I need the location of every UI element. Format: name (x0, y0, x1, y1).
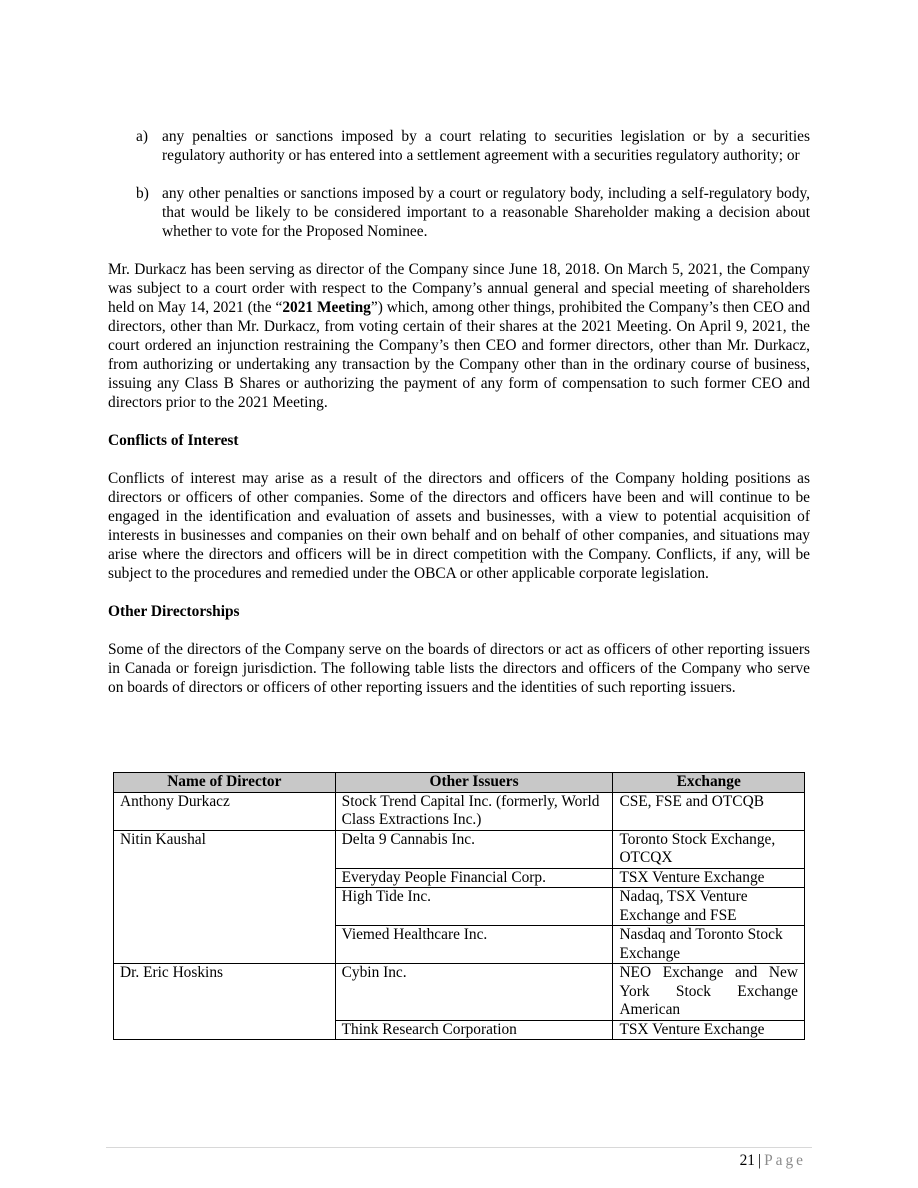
director-name-cell: Nitin Kaushal (114, 830, 336, 964)
footer-divider (106, 1147, 812, 1148)
conflicts-heading: Conflicts of Interest (108, 432, 239, 449)
issuer-cell: Delta 9 Cannabis Inc. (335, 830, 613, 868)
table-header-row (114, 773, 805, 793)
exchange-cell: TSX Venture Exchange (613, 868, 805, 888)
issuer-cell: Cybin Inc. (335, 964, 613, 1021)
table-row (114, 792, 805, 830)
exchange-cell: Nasdaq and Toronto Stock Exchange (613, 926, 805, 964)
page-footer (740, 1151, 806, 1170)
list-item-a (108, 127, 810, 165)
directorships-paragraph: Some of the directors of the Company serve on the boards of directors or act as officers of other reporting issuers in Canada or foreign jurisdiction. The following table lists the directors and officers of the Company who serve on boards of directors or officers of other reporting issuers and the identities of such reporting issuers. (108, 641, 810, 696)
list-marker-b: b) (136, 185, 149, 202)
issuer-cell: Viemed Healthcare Inc. (335, 926, 613, 964)
list-text-a: any penalties or sanctions imposed by a court relating to securities legislation or by a securities regulatory authority or has entered into a settlement agreement with a securities regulatory authority; or (162, 128, 810, 164)
header-name-of-director: Name of Director (114, 773, 336, 793)
directorships-table (113, 772, 805, 1040)
exchange-cell: TSX Venture Exchange (613, 1020, 805, 1040)
header-other-issuers: Other Issuers (335, 773, 613, 793)
durkacz-text-after: ”) which, among other things, prohibited the Company’s then CEO and directors, other than Mr. Durkacz, from voting certain of their shares at the 2021 Meeting. On April 9, 2021, the court ordered an injunction restraining the Company’s then CEO and former directors, other than Mr. Durkacz, from authorizing or undertaking any transaction by the Company other than in the ordinary course of business, issuing any Class B Shares or authorizing the payment of any form of compensation to such former CEO and directors prior to the 2021 Meeting. (108, 299, 810, 411)
exchange-cell: NEO Exchange and New York Stock Exchange American (613, 964, 805, 1021)
page-label: Page (764, 1152, 806, 1169)
durkacz-text-before: Mr. Durkacz has been serving as director of the Company since June 18, 2018. On March 5, 2021, the Company was subject to a court order with respect to the Company’s annual general and special meeting of shareholders held on May 14, 2021 (the “ (108, 261, 810, 316)
exchange-cell: Toronto Stock Exchange, OTCQX (613, 830, 805, 868)
defined-term-2021-meeting: 2021 Meeting (282, 299, 371, 316)
header-exchange: Exchange (613, 773, 805, 793)
exchange-cell: Nadaq, TSX Venture Exchange and FSE (613, 888, 805, 926)
exchange-cell: CSE, FSE and OTCQB (613, 792, 805, 830)
list-text-b: any other penalties or sanctions imposed by a court or regulatory body, including a self-regulatory body, that would be likely to be considered important to a reasonable Shareholder making a decision about whether to vote for the Proposed Nominee. (162, 185, 810, 240)
issuer-cell: High Tide Inc. (335, 888, 613, 926)
durkacz-paragraph (108, 260, 810, 412)
conflicts-paragraph: Conflicts of interest may arise as a result of the directors and officers of the Company holding positions as directors or officers of other companies. Some of the directors and officers have been and will continue to be engaged in the identification and evaluation of assets and businesses, with a view to potential acquisition of interests in businesses and companies on their own behalf and on behalf of other companies, and situations may arise where the directors and officers will be in direct competition with the Company. Conflicts, if any, will be subject to the procedures and remedied under the OBCA or other applicable corporate legislation. (108, 470, 810, 582)
issuer-cell: Think Research Corporation (335, 1020, 613, 1040)
table-row (114, 830, 805, 868)
page-number: 21 (739, 1152, 755, 1169)
director-name-cell: Dr. Eric Hoskins (114, 964, 336, 1040)
list-item-b (108, 184, 810, 241)
page-body (108, 127, 810, 716)
footer-separator: | (757, 1152, 762, 1169)
issuer-cell: Stock Trend Capital Inc. (formerly, World Class Extractions Inc.) (335, 792, 613, 830)
directorships-heading: Other Directorships (108, 603, 240, 620)
table-row (114, 964, 805, 1021)
issuer-cell: Everyday People Financial Corp. (335, 868, 613, 888)
list-marker-a: a) (136, 128, 148, 145)
director-name-cell: Anthony Durkacz (114, 792, 336, 830)
